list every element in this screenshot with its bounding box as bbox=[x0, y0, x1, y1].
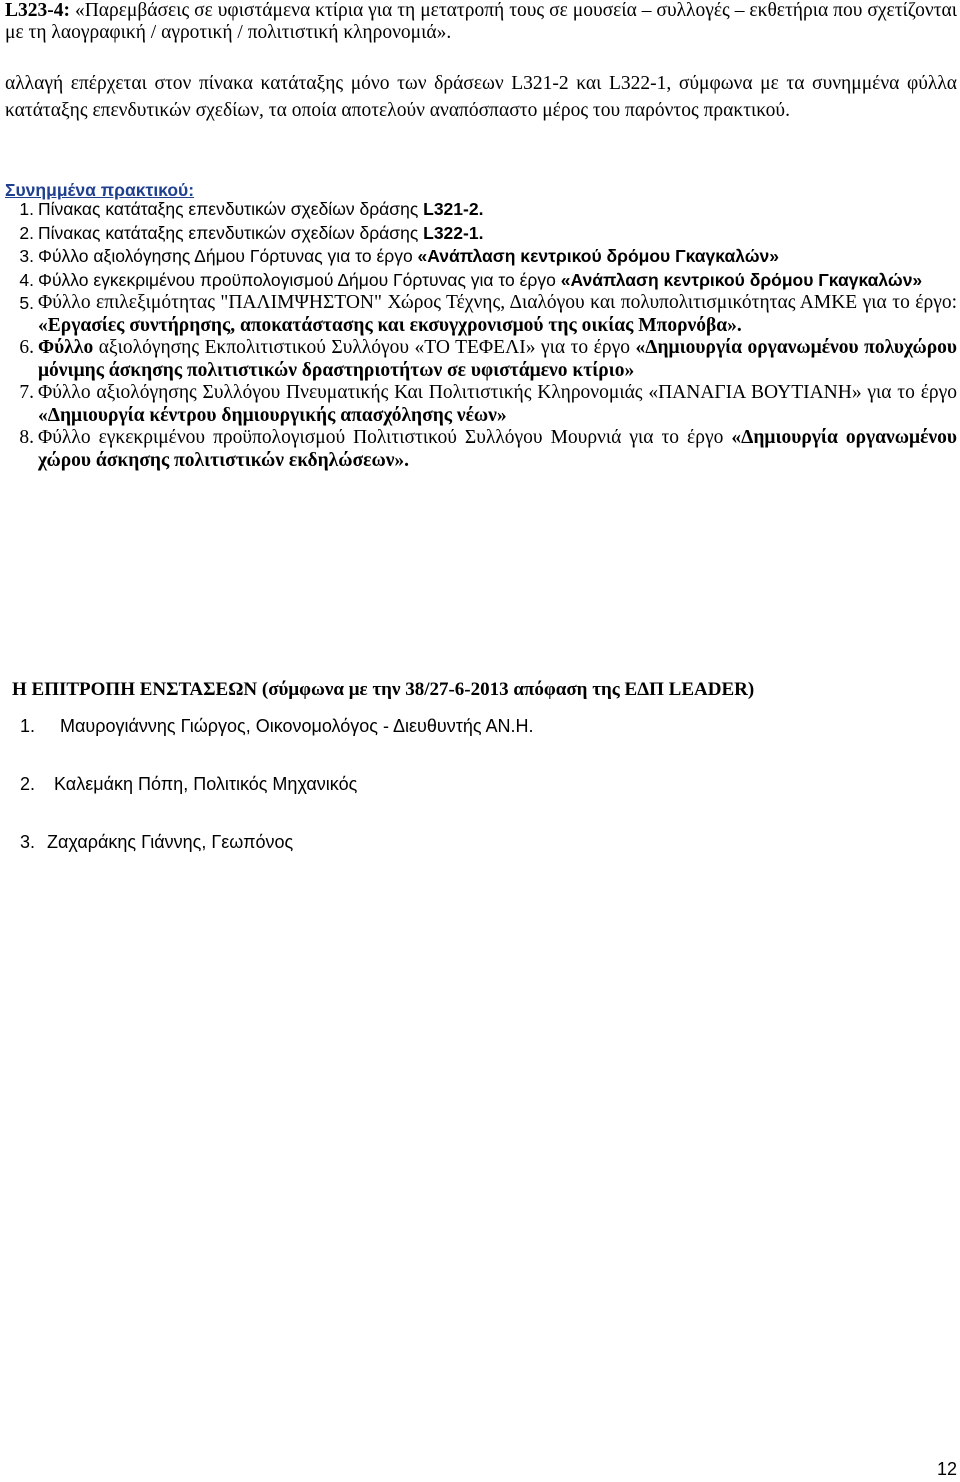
member-number: 3. bbox=[20, 832, 36, 852]
list-item bbox=[5, 269, 957, 293]
member-number: 2. bbox=[20, 774, 36, 794]
member-name: Καλεμάκη Πόπη, Πολιτικός Μηχανικός bbox=[54, 774, 358, 794]
item-bold: «Ανάπλαση κεντρικού δρόμου Γκαγκαλών» bbox=[560, 269, 923, 290]
member-name: Ζαχαράκης Γιάννης, Γεωπόνος bbox=[47, 832, 294, 852]
item-bold: L321-2. bbox=[423, 199, 484, 219]
list-item bbox=[5, 198, 957, 222]
attachments-heading: Συνημμένα πρακτικού: bbox=[5, 180, 195, 200]
member-number: 1. bbox=[20, 716, 36, 736]
item-number: 2. bbox=[19, 222, 34, 243]
item-number: 4. bbox=[19, 269, 34, 290]
item-text: Πίνακας κατάταξης επενδυτικών σχεδίων δράσης bbox=[38, 222, 424, 243]
list-item bbox=[5, 382, 957, 427]
action-title: «Παρεμβάσεις σε υφιστάμενα κτίρια για τη μετατροπή τους σε μουσεία – συλλογές – εκθετήρια που σχετίζονται με τη λαογραφική / αγροτική / πολιτιστική κληρονομιά». bbox=[5, 0, 958, 43]
item-bold: «Δημιουργία οργανωμένου χώρου άσκησης πολιτιστικών εκδηλώσεων». bbox=[38, 427, 957, 471]
item-bold: «Δημιουργία οργανωμένου πολυχώρου μόνιμης άσκησης πολιτιστικών δραστηριοτήτων σε υφιστάμενο κτίριο» bbox=[38, 337, 957, 381]
action-code: L323-4: bbox=[5, 0, 70, 21]
member-name: Μαυρογιάννης Γιώργος, Οικονομολόγος - Διευθυντής ΑΝ.Η. bbox=[60, 716, 534, 736]
item-bold: «Δημιουργία κέντρου δημιουργικής απασχόλησης νέων» bbox=[38, 404, 507, 426]
list-item bbox=[5, 292, 957, 337]
item-bold: «Ανάπλαση κεντρικού δρόμου Γκαγκαλών» bbox=[417, 246, 779, 266]
item-text: Φύλλο αξιολόγησης Δήμου Γόρτυνας για το έργο bbox=[38, 246, 418, 266]
item-text: Φύλλο αξιολόγησης Συλλόγου Πνευματικής Και Πολιτιστικής Κληρονομιάς «ΠΑΝΑΓΙΑ ΒΟΥΤΙΑΝΗ» για το έργο bbox=[38, 382, 957, 403]
item-number: 1. bbox=[19, 199, 34, 219]
committee-member bbox=[20, 830, 293, 854]
item-text: Φύλλο επιλεξιμότητας "ΠΑΛΙΜΨΗΣΤΟΝ" Χώρος Τέχνης, Διαλόγου και πολυπολιτισμικότητας ΑΜΚΕ για το έργο: bbox=[38, 292, 957, 313]
list-item bbox=[5, 245, 957, 269]
item-bold: «Εργασίες συντήρησης, αποκατάστασης και εκσυγχρονισμού της οικίας Μπορνόβα». bbox=[38, 314, 742, 336]
intro-paragraph bbox=[5, 0, 957, 44]
committee-member bbox=[20, 772, 357, 796]
list-item bbox=[5, 337, 957, 382]
item-text: Φύλλο εγκεκριμένου προϋπολογισμού Δήμου Γόρτυνας για το έργο bbox=[38, 269, 561, 290]
item-number: 6. bbox=[19, 337, 34, 358]
item-number: 8. bbox=[19, 427, 34, 448]
item-text: αξιολόγησης Εκπολιτιστικού Συλλόγου «ΤΟ ΤΕΦΕΛΙ» για το έργο bbox=[93, 337, 636, 358]
item-text: Φύλλο εγκεκριμένου προϋπολογισμού Πολιτιστικού Συλλόγου Μουρνιά για το έργο bbox=[38, 427, 732, 448]
body-paragraph: αλλαγή επέρχεται στον πίνακα κατάταξης μόνο των δράσεων L321-2 και L322-1, σύμφωνα με τα συνημμένα φύλλα κατάταξης επενδυτικών σχεδίων, τα οποία αποτελούν αναπόσπαστο μέρος του παρόντος πρακτικού. bbox=[5, 73, 957, 121]
item-number: 3. bbox=[19, 246, 34, 266]
committee-title: Η ΕΠΙΤΡΟΠΗ ΕΝΣΤΑΣΕΩΝ (σύμφωνα με την 38/27-6-2013 απόφαση της ΕΔΠ LEADER) bbox=[12, 679, 755, 700]
page-number: 12 bbox=[936, 1459, 957, 1479]
item-number: 5. bbox=[19, 293, 34, 313]
item-text: Πίνακας κατάταξης επενδυτικών σχεδίων δράσης bbox=[38, 199, 424, 219]
list-item bbox=[5, 427, 957, 472]
item-number: 7. bbox=[19, 382, 34, 403]
list-item bbox=[5, 222, 957, 246]
committee-member bbox=[20, 714, 534, 738]
attachments-list bbox=[5, 198, 957, 472]
item-bold: L322-1. bbox=[423, 222, 484, 243]
item-bold-prefix: Φύλλο bbox=[38, 337, 94, 358]
